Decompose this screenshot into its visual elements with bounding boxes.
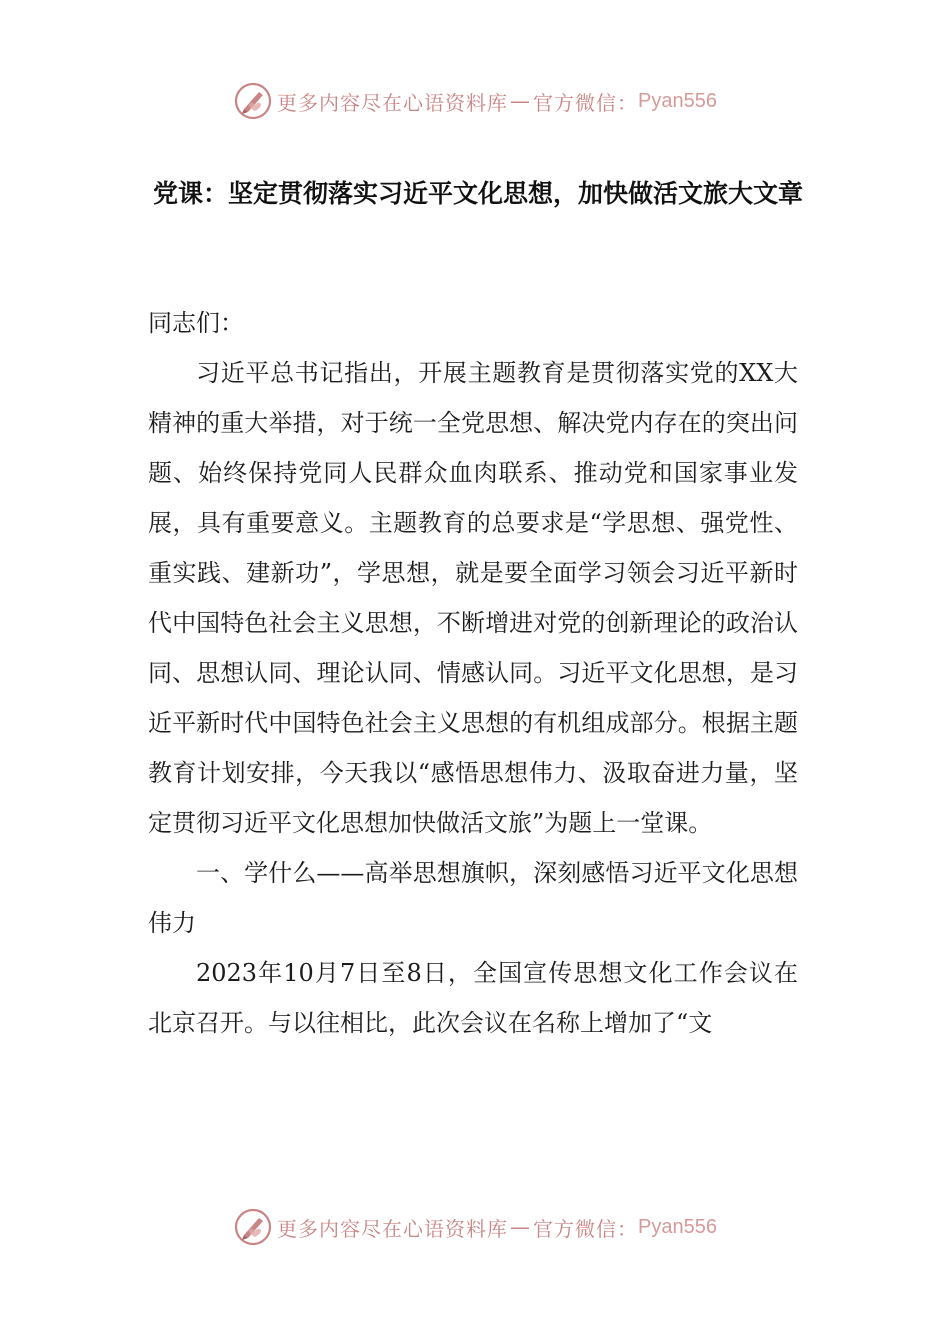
watermark-banner-top xyxy=(0,76,950,126)
salutation: 同志们： xyxy=(148,309,244,337)
watermark-wechat-id: Pyan556 xyxy=(638,89,717,112)
section-heading: 一、学什么——高举思想旗帜，深刻感悟习近平文化思想伟力 xyxy=(148,859,798,937)
watermark-wechat-label: 官方微信： xyxy=(533,1216,639,1241)
watermark-banner-bottom xyxy=(0,1202,950,1252)
watermark-dash: — xyxy=(510,89,532,113)
document-body xyxy=(148,298,798,1048)
watermark-text: 更多内容尽在心语资料库 xyxy=(277,1216,509,1241)
pen-heart-logo-icon xyxy=(233,81,273,121)
watermark-wechat-id: Pyan556 xyxy=(638,1215,717,1238)
pen-heart-logo-icon xyxy=(233,1207,273,1247)
watermark-text: 更多内容尽在心语资料库 xyxy=(277,90,509,115)
watermark-dash: — xyxy=(510,1215,532,1239)
document-title: 党课：坚定贯彻落实习近平文化思想，加快做活文旅大文章 xyxy=(152,179,803,208)
paragraph: 2023年10月7日至8日，全国宣传思想文化工作会议在北京召开。与以往相比，此次会议在名称上增加了“文 xyxy=(148,959,798,1037)
watermark-wechat-label: 官方微信： xyxy=(533,90,639,115)
paragraph: 习近平总书记指出，开展主题教育是贯彻落实党的XX大精神的重大举措，对于统一全党思想、解决党内存在的突出问题、始终保持党同人民群众血肉联系、推动党和国家事业发展，具有重要意义。主题教育的总要求是“学思想、强党性、重实践、建新功”，学思想，就是要全面学习领会习近平新时代中国特色社会主义思想，不断增进对党的创新理论的政治认同、思想认同、理论认同、情感认同。习近平文化思想，是习近平新时代中国特色社会主义思想的有机组成部分。根据主题教育计划安排，今天我以“感悟思想伟力、汲取奋进力量，坚定贯彻习近平文化思想加快做活文旅”为题上一堂课。 xyxy=(148,359,798,837)
